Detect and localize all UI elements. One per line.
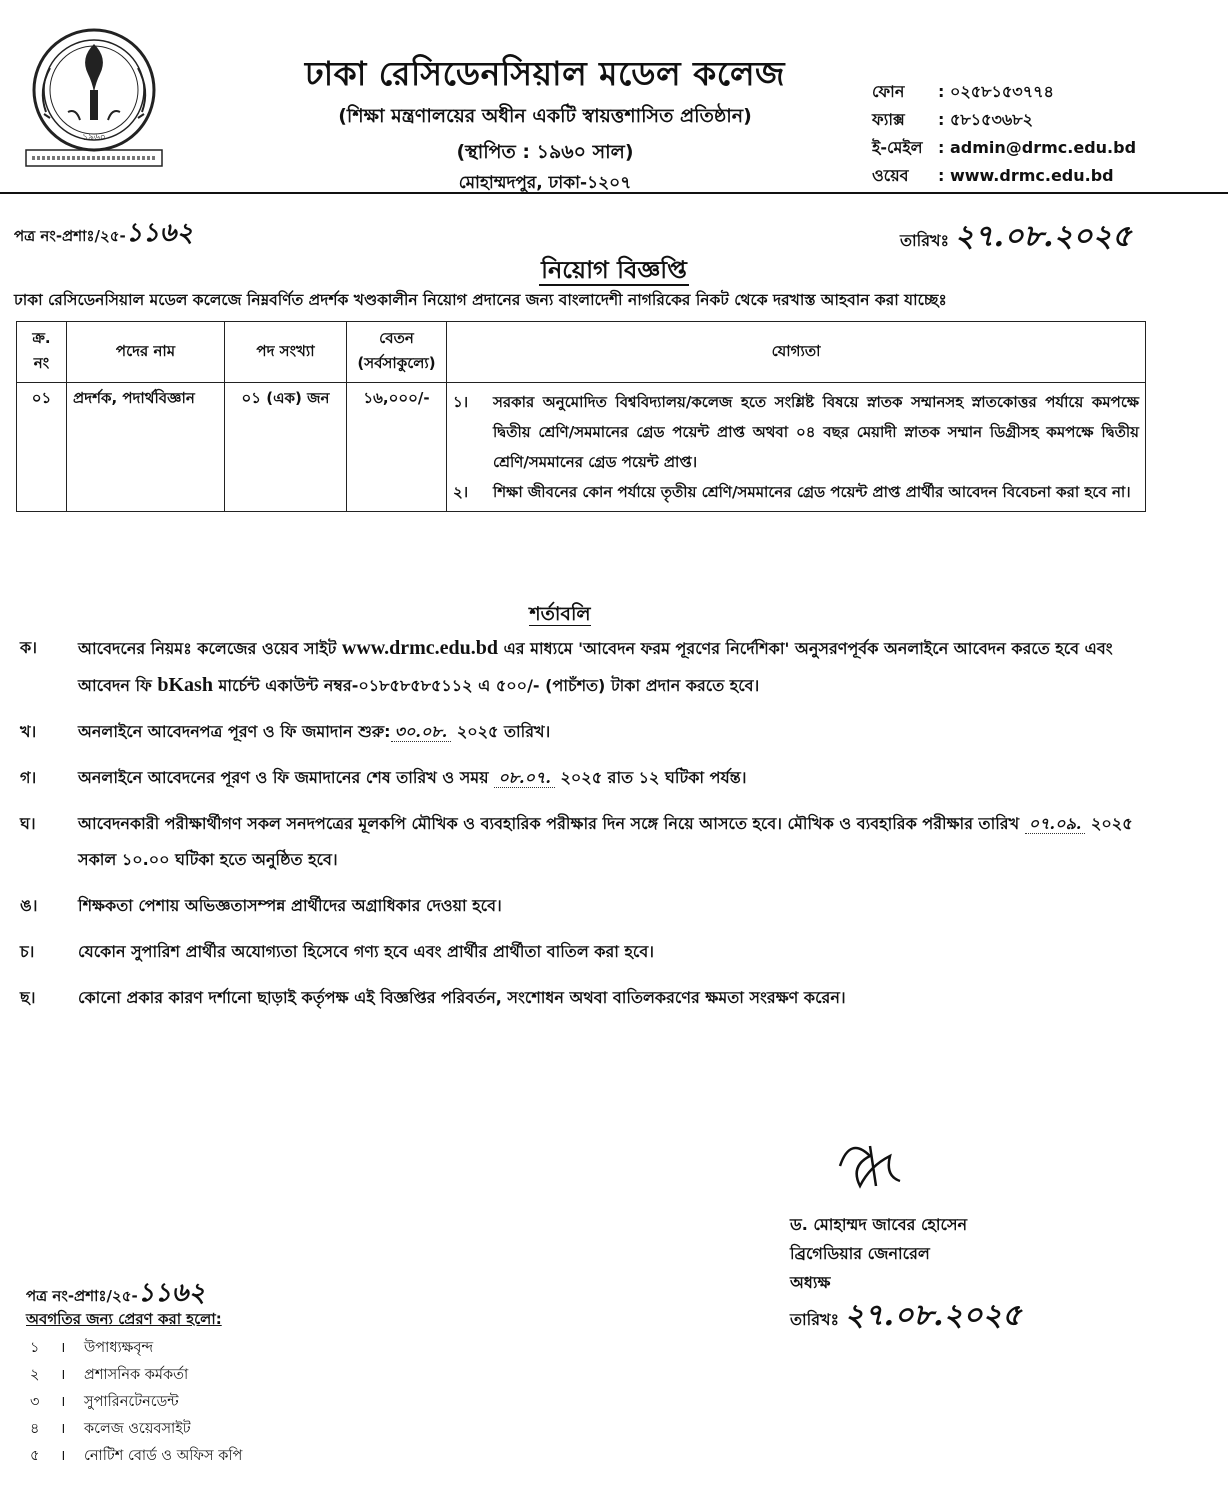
start-date-fill: ৩০.০৮. [391, 722, 452, 742]
established-year: (স্থাপিত : ১৯৬০ সাল) [456, 141, 634, 163]
college-website-link[interactable]: www.drmc.edu.bd [341, 637, 499, 659]
notice-intro: ঢাকা রেসিডেনসিয়াল মডেল কলেজে নিম্নবর্ণিত প্রদর্শক খণ্ডকালীন নিয়োগ প্রদানের জন্য বাংলাদেশী নাগরিকের নিকট থেকে দরখাস্ত আহবান করা যাচ্ছেঃ [14, 291, 947, 309]
memo-reference: পত্র নং-প্রশাঃ/২৫-১১৬২ [14, 218, 194, 248]
memo-date-value: ২৭.০৮.২০২৫ [954, 219, 1132, 254]
distribution-title: অবগতির জন্য প্রেরণ করা হলো: [26, 1310, 222, 1328]
term-gha: ঘ। আবেদনকারী পরীক্ষার্থীগণ সকল সনদপত্রের মূলকপি মৌখিক ও ব্যবহারিক পরীক্ষার দিন সঙ্গে নিয়ে আসতে হবে। মৌখিক ও ব্যবহারিক পরীক্ষার তারিখ ০৭.০৯. ২০২৫ সকাল ১০.০০ ঘটিকা হতে অনুষ্ঠিত হবে। [20, 814, 1133, 869]
col-qualification: যোগ্যতা [447, 322, 1146, 383]
terms-title: শর্তাবলি [529, 603, 591, 625]
list-item: ৩ । সুপারিনটেনডেন্ট [30, 1394, 179, 1410]
college-address: মোহাম্মদপুর, ঢাকা-১২০৭ [458, 173, 632, 193]
term-ga: গ। অনলাইনে আবেদনের পূরণ ও ফি জমাদানের শেষ তারিখ ও সময় ০৮.০৭. ২০২৫ রাত ১২ ঘটিকা পর্যন্ত। [20, 768, 747, 787]
term-uma: ঙ। শিক্ষকতা পেশায় অভিজ্ঞতাসম্পন্ন প্রার্থীদের অগ্রাধিকার দেওয়া হবে। [20, 896, 502, 915]
college-name: ঢাকা রেসিডেনসিয়াল মডেল কলেজ [304, 54, 786, 93]
qualification-item: ২। শিক্ষা জীবনের কোন পর্যায়ে তৃতীয় শ্রেণি/সমমানের গ্রেড পয়েন্ট প্রাপ্ত প্রার্থীর আবেদন বিবেচনা করা হবে না। [453, 483, 1131, 501]
principal-signature-mark [830, 1136, 910, 1196]
term-chha: ছ। কোনো প্রকার কারণ দর্শানো ছাড়াই কর্তৃপক্ষ এই বিজ্ঞপ্তির পরিবর্তন, সংশোধন অথবা বাতিলকরণের ক্ষমতা সংরক্ষণ করেন। [20, 988, 846, 1007]
distribution-list [30, 1335, 242, 1470]
col-serial: ক্র. নং [17, 322, 67, 383]
col-count: পদ সংখ্যা [225, 322, 347, 383]
distribution-ref-number: ১১৬২ [137, 1278, 206, 1308]
list-item: ১ । উপাধ্যক্ষবৃন্দ [30, 1340, 154, 1356]
list-item: ৫ । নোটিশ বোর্ড ও অফিস কপি [30, 1448, 243, 1464]
signatory-designation: অধ্যক্ষ [790, 1273, 831, 1292]
college-subtitle: (শিক্ষা মন্ত্রণালয়ের অধীন একটি স্বায়ত্তশাসিত প্রতিষ্ঠান) [338, 105, 752, 127]
signature-date-value: ২৭.০৮.২০২৫ [844, 1298, 1022, 1333]
cell-serial: ০১ [17, 383, 67, 512]
contact-block [872, 78, 1136, 190]
signatory-rank: ব্রিগেডিয়ার জেনারেল [790, 1244, 930, 1263]
bkash-brand: bKash [157, 674, 213, 696]
signatory-name: ড. মোহাম্মদ জাবের হোসেন [790, 1215, 968, 1234]
cell-qualification [447, 383, 1146, 512]
term-kha: খ। অনলাইনে আবেদনপত্র পূরণ ও ফি জমাদান শুরু: ৩০.০৮. ২০২৫ তারিখ। [20, 722, 551, 741]
list-item: ২ । প্রশাসনিক কর্মকর্তা [30, 1367, 189, 1383]
cell-salary: ১৬,০০০/- [347, 383, 447, 512]
table-header-row [17, 322, 1146, 383]
end-date-fill: ০৮.০৭. [494, 768, 555, 788]
list-item: ৪ । কলেজ ওয়েবসাইট [30, 1421, 191, 1437]
job-table [16, 321, 1146, 512]
signatory-block [790, 1210, 1022, 1334]
memo-ref-number: ১১৬২ [125, 218, 194, 248]
contact-web: ওয়েব : www.drmc.edu.bd [872, 166, 1114, 185]
signature-date: তারিখঃ ২৭.০৮.২০২৫ [790, 1298, 1022, 1333]
memo-date: তারিখঃ ২৭.০৮.২০২৫ [900, 219, 1132, 254]
cell-post: প্রদর্শক, পদার্থবিজ্ঞান [67, 383, 225, 512]
col-salary: বেতন (সর্বসাকুল্যে) [347, 322, 447, 383]
term-ka: ক। আবেদনের নিয়মঃ কলেজের ওয়েব সাইট www.drmc.edu.bd এর মাধ্যমে 'আবেদন ফরম পূরণের নির্দেশিকা' অনুসরণপূর্বক অনলাইনে আবেদন করতে হবে এবং আবেদন ফি bKash মার্চেন্ট একাউন্ট নম্বর-০১৮৫৮৫৮৫১১২ এ ৫০০/- (পাচঁশত) টাকা প্রদান করতে হবে। [20, 637, 1113, 696]
term-cha: চ। যেকোন সুপারিশ প্রার্থীর অযোগ্যতা হিসেবে গণ্য হবে এবং প্রার্থীর প্রার্থীতা বাতিল করা হবে। [20, 942, 654, 961]
exam-date-fill: ০৭.০৯. [1025, 814, 1086, 834]
contact-fax: ফ্যাক্স : ৫৮১৫৩৬৮২ [872, 110, 1034, 129]
col-post: পদের নাম [67, 322, 225, 383]
notice-title: নিয়োগ বিজ্ঞপ্তি [541, 256, 687, 284]
header-divider [0, 192, 1228, 194]
qualification-item: ১। সরকার অনুমোদিত বিশ্ববিদ্যালয়/কলেজ হতে সংশ্লিষ্ট বিষয়ে স্নাতক সম্মানসহ স্নাতকোত্তর পর্যায়ে কমপক্ষে দ্বিতীয় শ্রেণি/সমমানের গ্রেড পয়েন্ট প্রাপ্ত অথবা ০৪ বছর মেয়াদী স্নাতক সম্মান ডিগ্রীসহ কমপক্ষে দ্বিতীয় শ্রেণি/সমমানের গ্রেড পয়েন্ট প্রাপ্ত। [453, 393, 1139, 471]
contact-phone: ফোন : ০২৫৮১৫৩৭৭৪ [872, 82, 1054, 101]
table-row [17, 383, 1146, 512]
cell-count: ০১ (এক) জন [225, 383, 347, 512]
contact-email: ই-মেইল : admin@drmc.edu.bd [872, 138, 1137, 157]
svg-text:১৯৬০: ১৯৬০ [82, 133, 106, 143]
terms-list [20, 630, 1150, 1026]
distribution-reference: পত্র নং-প্রশাঃ/২৫-১১৬২ [26, 1278, 206, 1308]
